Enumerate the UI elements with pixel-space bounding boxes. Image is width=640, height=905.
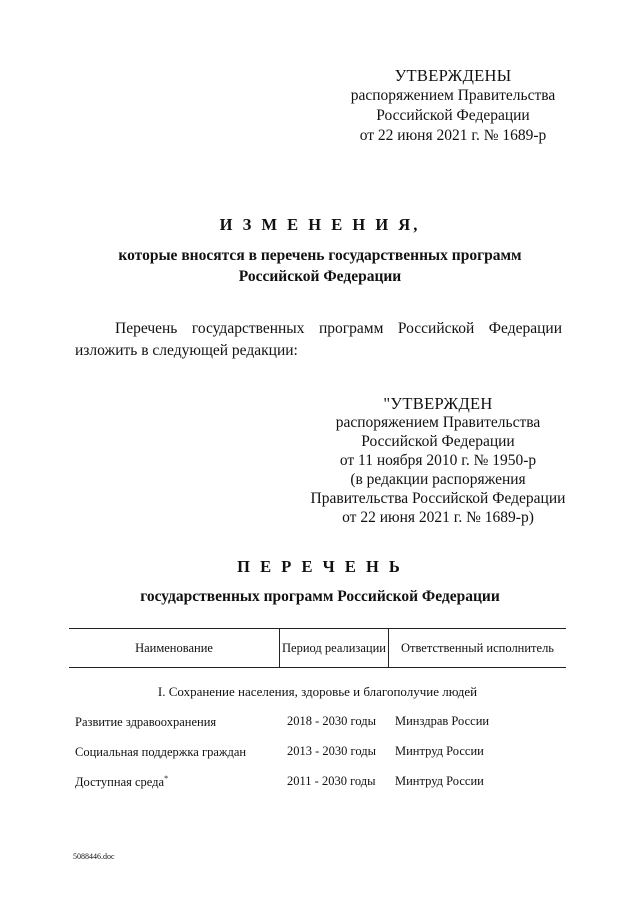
program-executor: Минтруд России [395,744,484,758]
approval-line: Правительства Российской Федерации [310,490,566,507]
table-row [69,744,566,774]
list-subtitle: государственных программ Российской Федерации [140,588,500,605]
approval-stamp-top [330,66,576,146]
program-period: 2013 - 2030 годы [287,744,377,758]
approval-line: Российской Федерации [361,433,515,450]
approval-line: Российской Федерации [376,107,530,124]
approval-line: от 11 ноября 2010 г. № 1950-р [339,452,537,469]
program-name: Развитие здравоохранения [75,715,217,730]
paragraph-line: Перечень государственных программ Российской Федерации [115,320,562,337]
program-executor: Минздрав России [395,714,490,728]
header-name: Наименование [69,629,280,667]
approval-line: распоряжением Правительства [350,87,556,104]
program-name: Доступная среда* [75,774,169,790]
approval-line: от 22 июня 2021 г. № 1689-р [359,127,547,144]
body-paragraph [75,318,562,362]
document-id: 5088446.doc [73,852,115,861]
changes-heading: И З М Е Н Е Н И Я, [219,215,421,234]
list-title [0,556,640,608]
program-period: 2011 - 2030 годы [287,774,376,788]
approval-line: (в редакции распоряжения [350,471,526,488]
footnote-mark: * [164,774,169,783]
header-period: Период реализации [280,629,389,667]
approval-line: распоряжением Правительства [335,414,541,431]
program-period: 2018 - 2030 годы [287,714,377,728]
program-name: Социальная поддержка граждан [75,745,247,760]
changes-subtitle-line: Российской Федерации [238,268,402,285]
section-heading: I. Сохранение населения, здоровье и благополучие людей [157,684,478,699]
list-heading: П Е Р Е Ч Е Н Ь [237,557,403,576]
changes-title [0,214,640,287]
approval-line: от 22 июня 2021 г. № 1689-р) [342,509,534,526]
approval-stamp-list [306,394,570,527]
paragraph-line: изложить в следующей редакции: [75,342,298,359]
approval-heading: "УТВЕРЖДЕН [383,394,493,413]
table-header [69,628,566,668]
table-row [69,714,566,744]
changes-subtitle-line: которые вносятся в перечень государственных программ [118,247,522,264]
approval-heading: УТВЕРЖДЕНЫ [394,66,512,85]
table-row [69,774,566,804]
header-executor: Ответственный исполнитель [400,640,555,655]
program-executor: Минтруд России [395,774,484,788]
programs-table [69,628,566,804]
